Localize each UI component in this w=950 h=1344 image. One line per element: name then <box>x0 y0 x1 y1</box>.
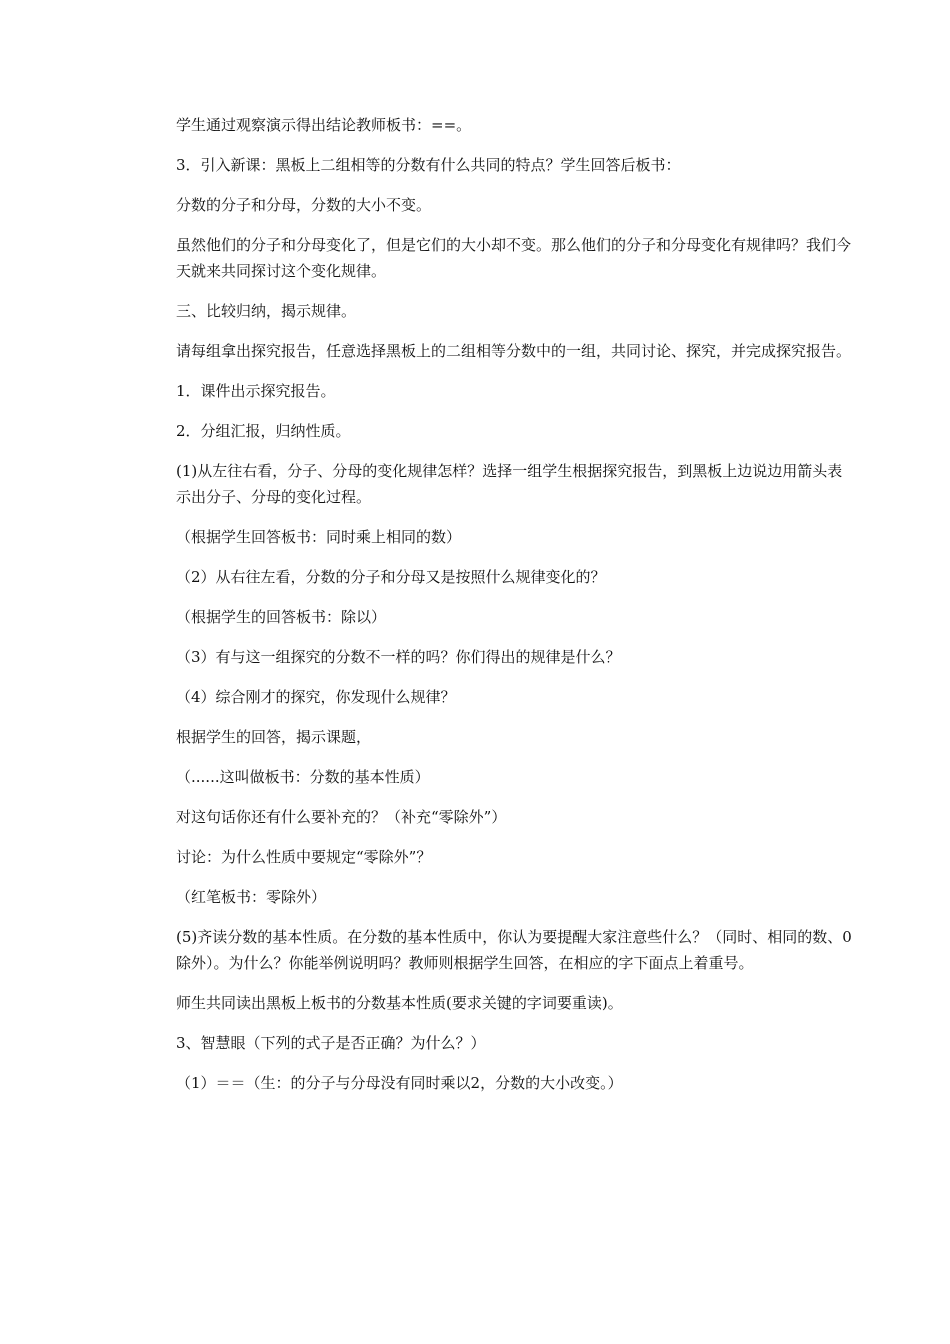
paragraph-21: 师生共同读出黑板上板书的分数基本性质(要求关键的字词要重读)。 <box>176 994 623 1012</box>
paragraph-11: （2）从右往左看，分数的分子和分母又是按照什么规律变化的？ <box>176 568 606 586</box>
section-heading-3: 三、比较归纳，揭示规律。 <box>176 302 357 320</box>
paragraph-15: 根据学生的回答，揭示课题， <box>176 728 372 746</box>
paragraph-3: 分数的分子和分母，分数的大小不变。 <box>176 196 432 214</box>
paragraph-20: (5)齐读分数的基本性质。在分数的基本性质中，你认为要提醒大家注意些什么？（同时、相同的数、0除外）。为什么？你能举例说明吗？教师则根据学生回答，在相应的字下面点上着重号。 <box>176 928 852 972</box>
paragraph-1: 学生通过观察演示得出结论教师板书：==。 <box>176 116 472 134</box>
paragraph-10: （根据学生回答板书：同时乘上相同的数） <box>176 528 462 546</box>
paragraph-22: 3、智慧眼（下列的式子是否正确？为什么？） <box>176 1034 486 1052</box>
paragraph-2: 3．引入新课：黑板上二组相等的分数有什么共同的特点？学生回答后板书： <box>176 156 681 174</box>
paragraph-13: （3）有与这一组探究的分数不一样的吗？你们得出的规律是什么？ <box>176 648 621 666</box>
paragraph-14: （4）综合刚才的探究，你发现什么规律？ <box>176 688 456 706</box>
paragraph-6: 请每组拿出探究报告，任意选择黑板上的二组相等分数中的一组，共同讨论、探究，并完成探究报告。 <box>176 342 852 360</box>
paragraph-19: （红笔板书：零除外） <box>176 888 327 906</box>
paragraph-16: （......这叫做板书：分数的基本性质） <box>176 768 430 786</box>
paragraph-9: (1)从左往右看，分子、分母的变化规律怎样？选择一组学生根据探究报告，到黑板上边说边用箭头表示出分子、分母的变化过程。 <box>176 462 843 506</box>
paragraph-23: （1）＝＝（生：的分子与分母没有同时乘以2，分数的大小改变。） <box>176 1074 623 1092</box>
paragraph-12: （根据学生的回答板书：除以） <box>176 608 387 626</box>
paragraph-8: 2．分组汇报，归纳性质。 <box>176 422 351 440</box>
paragraph-7: 1．课件出示探究报告。 <box>176 382 336 400</box>
paragraph-18: 讨论：为什么性质中要规定“零除外”？ <box>176 848 432 866</box>
paragraph-4: 虽然他们的分子和分母变化了，但是它们的大小却不变。那么他们的分子和分母变化有规律吗？我们今天就来共同探讨这个变化规律。 <box>176 236 852 280</box>
document-body <box>176 112 856 1110</box>
paragraph-17: 对这句话你还有什么要补充的？（补充“零除外”） <box>176 808 507 826</box>
